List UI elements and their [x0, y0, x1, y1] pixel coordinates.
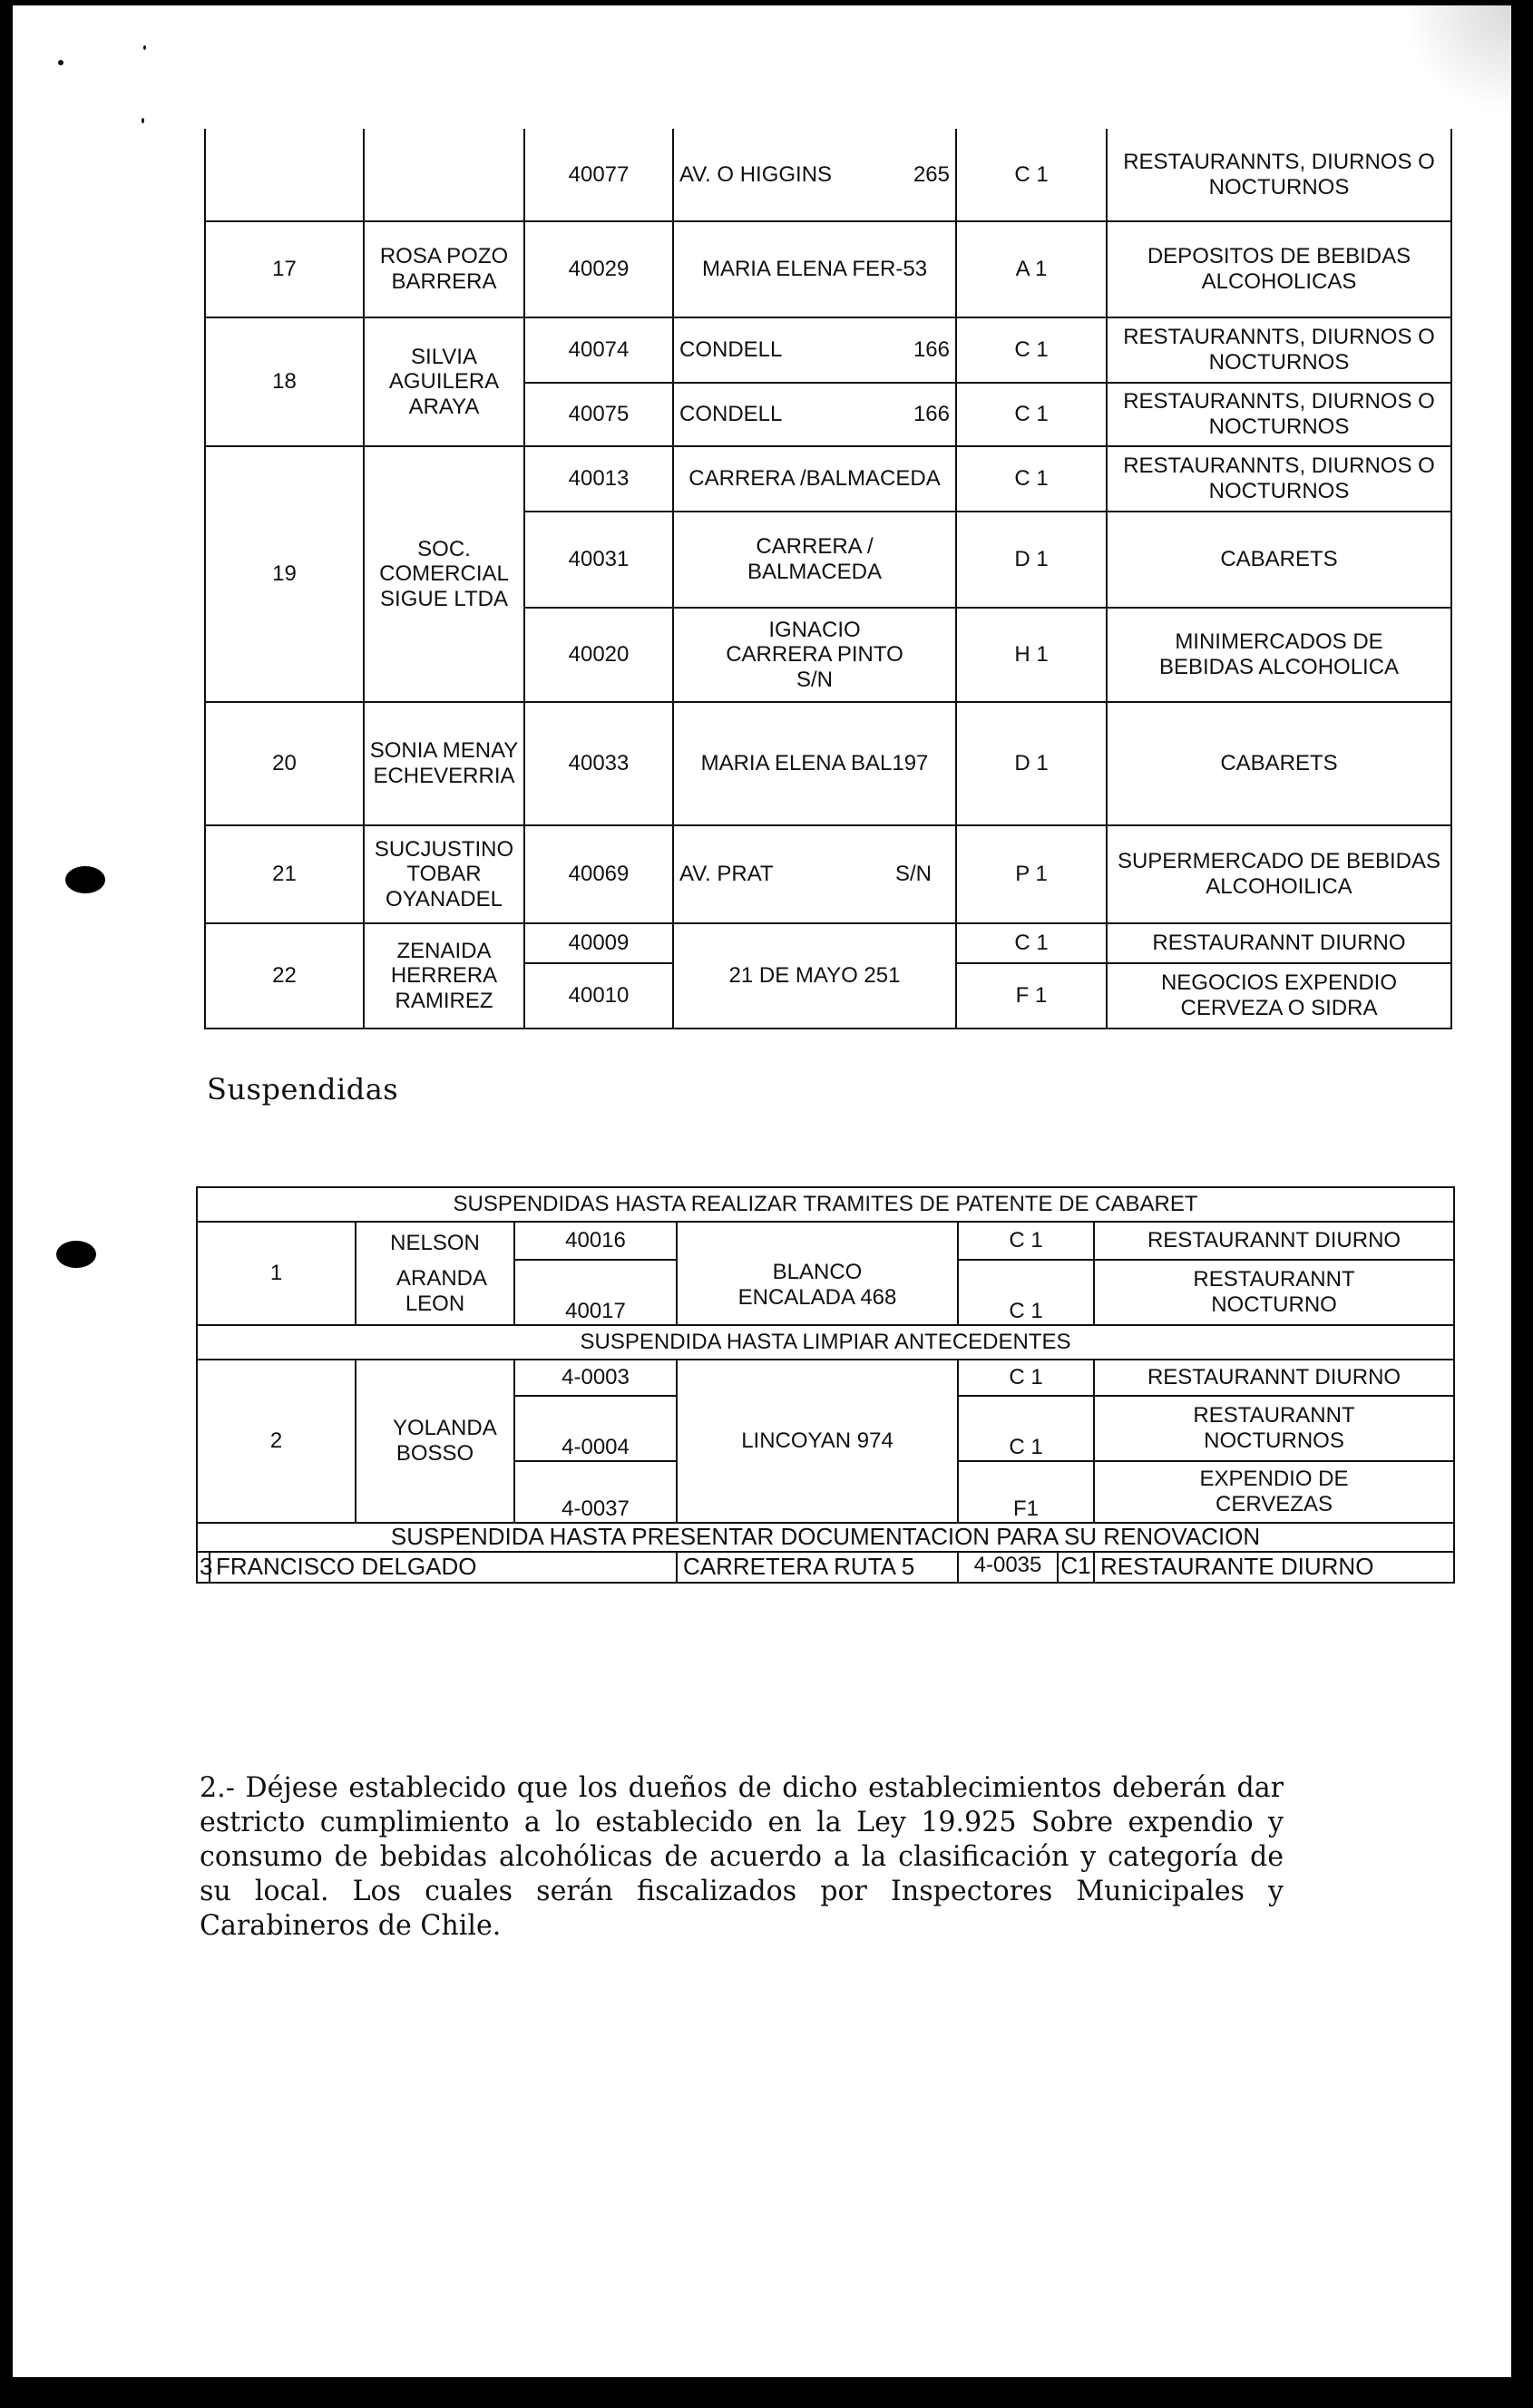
- category: C 1: [956, 129, 1107, 221]
- address: 21 DE MAYO 251: [673, 923, 956, 1029]
- category: C1: [1060, 1552, 1091, 1579]
- address: CARRERA /BALMACEDA: [673, 446, 956, 512]
- licenses-table: [204, 129, 1452, 1029]
- address: [673, 317, 956, 383]
- address: BLANCO ENCALADA 468: [677, 1222, 958, 1325]
- table-row: [205, 923, 1451, 963]
- table-row: [197, 1360, 1454, 1396]
- street: AV. PRAT: [679, 862, 774, 887]
- business-type: NEGOCIOS EXPENDIO CERVEZA O SIDRA: [1107, 963, 1451, 1029]
- table-row: [205, 702, 1451, 825]
- table-row: [205, 317, 1451, 383]
- row-number: 1: [197, 1222, 356, 1325]
- owner-name: YOLANDA BOSSO: [356, 1360, 514, 1523]
- category: C 1: [956, 317, 1107, 383]
- business-type: RESTAURANNT DIURNO: [1107, 923, 1451, 963]
- address: IGNACIO CARRERA PINTO S/N: [673, 608, 956, 702]
- suspended-table: [196, 1186, 1455, 1584]
- license-code: 40029: [524, 221, 673, 317]
- row-number: 17: [205, 221, 364, 317]
- suspended-heading: Suspendidas: [207, 1072, 399, 1107]
- address: [673, 825, 956, 923]
- category: C 1: [958, 1222, 1094, 1260]
- row-number: 20: [205, 702, 364, 825]
- category: C 1: [956, 923, 1107, 963]
- owner-name: ROSA POZO BARRERA: [364, 221, 524, 317]
- address: CARRERA / BALMACEDA: [673, 512, 956, 608]
- business-type: RESTAURANTE DIURNO: [1094, 1552, 1454, 1583]
- owner-name: SUCJUSTINO TOBAR OYANADEL: [364, 825, 524, 923]
- owner-name: [356, 1222, 514, 1325]
- license-code: 40031: [524, 512, 673, 608]
- category: P 1: [956, 825, 1107, 923]
- license-code: 40013: [524, 446, 673, 512]
- section-title-row: [197, 1187, 1454, 1222]
- license-code: 4-0004: [514, 1396, 677, 1461]
- street: CONDELL: [679, 337, 783, 363]
- table-row: [205, 129, 1451, 221]
- street: CONDELL: [679, 402, 783, 427]
- owner-name: SONIA MENAY ECHEVERRIA: [364, 702, 524, 825]
- business-type: RESTAURANNTS, DIURNOS O NOCTURNOS: [1107, 446, 1451, 512]
- address: LINCOYAN 974: [677, 1360, 958, 1523]
- owner-name: SILVIA AGUILERA ARAYA: [364, 317, 524, 446]
- scan-shadow: [1402, 5, 1511, 114]
- business-type: RESTAURANNT NOCTURNOS: [1094, 1396, 1454, 1461]
- license-code: 40033: [524, 702, 673, 825]
- category: D 1: [956, 702, 1107, 825]
- owner-line: ARANDA LEON: [396, 1266, 488, 1316]
- address: [673, 129, 956, 221]
- category: F 1: [956, 963, 1107, 1029]
- row-number: 3: [197, 1552, 210, 1583]
- license-code: 40017: [514, 1260, 677, 1325]
- address: [673, 383, 956, 446]
- owner-name: FRANCISCO DELGADO: [210, 1552, 677, 1583]
- license-code: 40016: [514, 1222, 677, 1260]
- scan-speck: [58, 60, 63, 65]
- category: H 1: [956, 608, 1107, 702]
- category: F1: [958, 1461, 1094, 1523]
- address: MARIA ELENA BAL197: [673, 702, 956, 825]
- category: C 1: [958, 1396, 1094, 1461]
- section-title-row: [197, 1325, 1454, 1360]
- owner-name: ZENAIDA HERRERA RAMIREZ: [364, 923, 524, 1029]
- street-number: 166: [913, 402, 950, 427]
- business-type: RESTAURANNT DIURNO: [1094, 1222, 1454, 1260]
- section-title-row: [197, 1523, 1454, 1552]
- row-number: [205, 129, 364, 221]
- address: MARIA ELENA FER-53: [673, 221, 956, 317]
- license-code: 40009: [524, 923, 673, 963]
- owner-line: NELSON: [390, 1230, 480, 1255]
- category: D 1: [956, 512, 1107, 608]
- business-type: DEPOSITOS DE BEBIDAS ALCOHOLICAS: [1107, 221, 1451, 317]
- resolution-paragraph: 2.- Déjese establecido que los dueños de dicho establecimientos deberán dar estricto cumplimiento a lo establecido en la Ley 19.925 Sobre expendio y consumo de bebidas alcohólicas de acuerdo a la clasificación y categoría de su local. Los cuales serán fiscalizados por Inspectores Municipales y Carabineros de Chile.: [200, 1771, 1284, 1942]
- row-number: 22: [205, 923, 364, 1029]
- business-type: EXPENDIO DE CERVEZAS: [1094, 1461, 1454, 1523]
- scan-speck: [143, 45, 146, 50]
- business-type: SUPERMERCADO DE BEBIDAS ALCOHOILICA: [1107, 825, 1451, 923]
- row-number: 19: [205, 446, 364, 702]
- category: C 1: [958, 1360, 1094, 1396]
- license-code: 40074: [524, 317, 673, 383]
- owner-name: SOC. COMERCIAL SIGUE LTDA: [364, 446, 524, 702]
- category-cell: [958, 1552, 1094, 1583]
- street-number: S/N: [894, 862, 932, 887]
- business-type: CABARETS: [1107, 702, 1451, 825]
- category: C 1: [956, 446, 1107, 512]
- license-code: 40069: [524, 825, 673, 923]
- business-type: MINIMERCADOS DE BEBIDAS ALCOHOLICA: [1107, 608, 1451, 702]
- business-type: CABARETS: [1107, 512, 1451, 608]
- section-title: SUSPENDIDA HASTA PRESENTAR DOCUMENTACION PARA SU RENOVACION: [197, 1523, 1454, 1552]
- category: C 1: [958, 1260, 1094, 1325]
- license-code: 4-0003: [514, 1360, 677, 1396]
- table-row: [197, 1222, 1454, 1260]
- table-row: [205, 825, 1451, 923]
- license-code: 40010: [524, 963, 673, 1029]
- category: A 1: [956, 221, 1107, 317]
- row-number: 21: [205, 825, 364, 923]
- business-type: RESTAURANNTS, DIURNOS O NOCTURNOS: [1107, 317, 1451, 383]
- business-type: RESTAURANNTS, DIURNOS O NOCTURNOS: [1107, 383, 1451, 446]
- row-number: 18: [205, 317, 364, 446]
- table-row: [205, 221, 1451, 317]
- row-number: 2: [197, 1360, 356, 1523]
- table-row: [205, 446, 1451, 512]
- section-title: SUSPENDIDA HASTA LIMPIAR ANTECEDENTES: [197, 1325, 1454, 1360]
- business-type: RESTAURANNTS, DIURNOS O NOCTURNOS: [1107, 129, 1451, 221]
- license-code: 40020: [524, 608, 673, 702]
- punch-hole: [56, 1241, 96, 1268]
- owner-name: [364, 129, 524, 221]
- license-code: 40077: [524, 129, 673, 221]
- street-number: 166: [913, 337, 950, 363]
- license-code: 4-0035: [959, 1553, 1059, 1582]
- section-title: SUSPENDIDAS HASTA REALIZAR TRAMITES DE PATENTE DE CABARET: [197, 1187, 1454, 1222]
- scan-speck: [142, 118, 144, 123]
- punch-hole: [65, 866, 105, 893]
- license-code: 4-0037: [514, 1461, 677, 1523]
- category: C 1: [956, 383, 1107, 446]
- business-type: RESTAURANNT DIURNO: [1094, 1360, 1454, 1396]
- address: CARRETERA RUTA 5: [677, 1552, 958, 1583]
- business-type: RESTAURANNT NOCTURNO: [1094, 1260, 1454, 1325]
- street-number: 265: [913, 161, 950, 187]
- street: AV. O HIGGINS: [679, 161, 833, 187]
- license-code: 40075: [524, 383, 673, 446]
- table-row: [197, 1552, 1454, 1583]
